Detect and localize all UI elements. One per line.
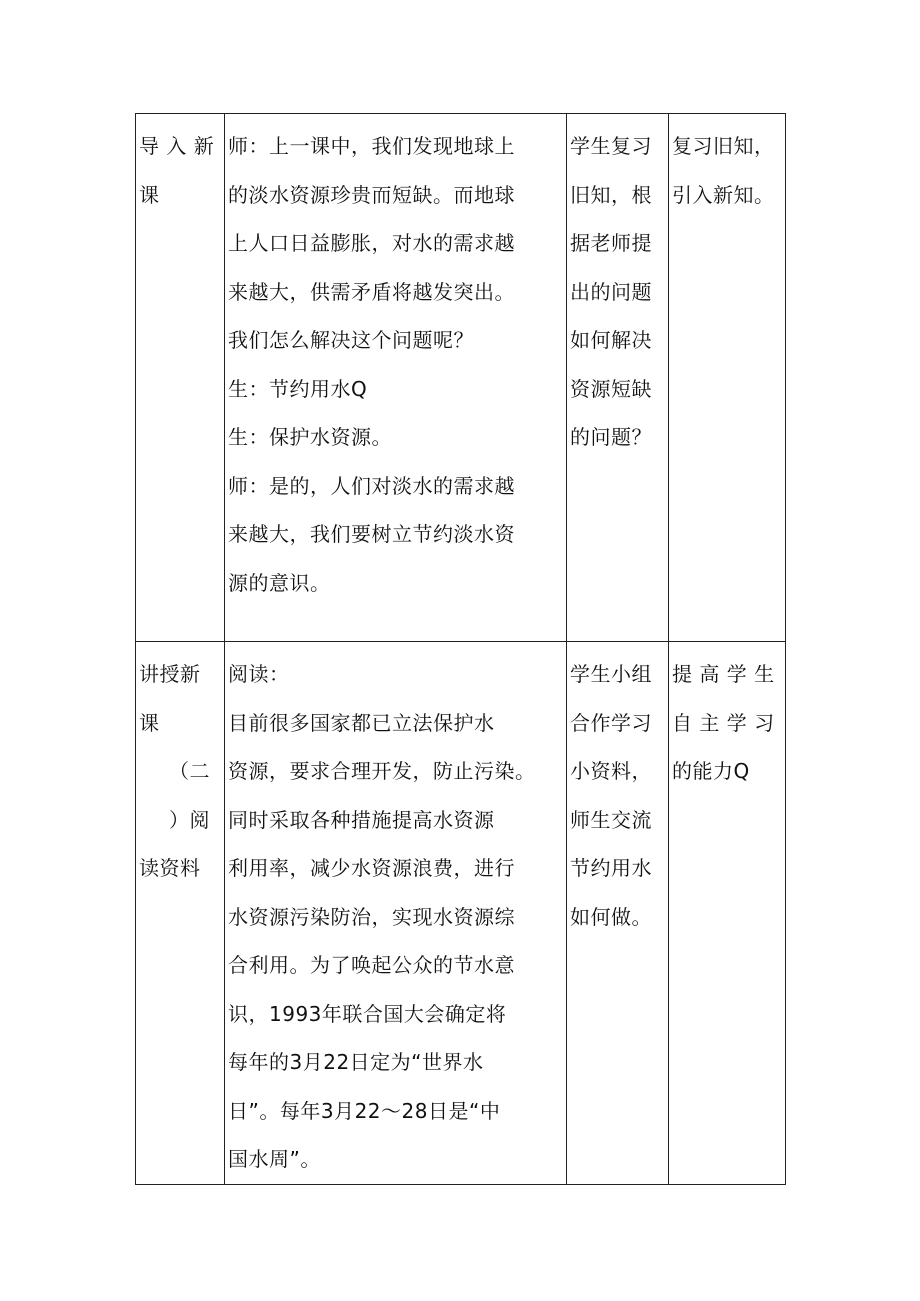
lesson-plan-table bbox=[135, 113, 786, 1185]
teacher-line: 利用率，减少水资源浪费，进行 bbox=[228, 856, 515, 880]
teacher-activity-cell bbox=[225, 114, 567, 642]
student-activity-cell bbox=[567, 642, 669, 1185]
teacher-line: 的淡水资源珍贵而短缺。而地球 bbox=[228, 182, 515, 207]
teacher-line: 阅读： bbox=[228, 662, 290, 686]
intent-line: 复习旧知， bbox=[672, 134, 775, 158]
student-line: 学生复习 bbox=[570, 134, 652, 158]
student-line: 出的问题 bbox=[570, 279, 652, 304]
teacher-line: 上人口日益膨胀，对水的需求越 bbox=[228, 231, 515, 255]
stage-line: （二 bbox=[169, 759, 210, 783]
student-line: 据老师提 bbox=[570, 231, 652, 255]
stage-line: ）阅 bbox=[169, 807, 210, 832]
intent-line: 提 高 学 生 bbox=[672, 662, 775, 686]
teacher-line: 来越大，我们要树立节约淡水资 bbox=[228, 522, 515, 546]
stage-cell bbox=[136, 114, 225, 642]
student-line: 如何解决 bbox=[570, 328, 652, 352]
student-line: 资源短缺 bbox=[570, 376, 652, 401]
student-line: 合作学习 bbox=[570, 710, 652, 735]
teacher-activity-cell bbox=[225, 642, 567, 1185]
stage-line: 读资料 bbox=[139, 856, 201, 880]
table-row-reading bbox=[136, 642, 786, 1185]
student-line: 如何做。 bbox=[570, 904, 652, 929]
design-intent-cell bbox=[669, 114, 786, 642]
teacher-line: 我们怎么解决这个问题呢？ bbox=[228, 328, 474, 352]
teacher-line: 源的意识。 bbox=[228, 570, 331, 595]
teacher-line: 水资源污染防治，实现水资源综 bbox=[228, 904, 515, 929]
teacher-line: 国水周”。 bbox=[228, 1147, 321, 1171]
student-line: 节约用水 bbox=[570, 856, 652, 880]
stage-line: 课 bbox=[139, 182, 160, 207]
teacher-line: 师：是的，人们对淡水的需求越 bbox=[228, 473, 515, 498]
student-line: 学生小组 bbox=[570, 662, 652, 686]
teacher-line: 目前很多国家都已立法保护水 bbox=[228, 710, 495, 735]
teacher-line: 来越大，供需矛盾将越发突出。 bbox=[228, 279, 515, 304]
teacher-line: 每年的3月22日定为“世界水 bbox=[228, 1050, 484, 1074]
teacher-line: 识，1993年联合国大会确定将 bbox=[228, 1001, 507, 1026]
teacher-line: 师：上一课中，我们发现地球上 bbox=[228, 134, 515, 158]
student-line: 旧知，根 bbox=[570, 182, 652, 207]
teacher-line: 日”。每年3月22〜28日是“中 bbox=[228, 1098, 501, 1123]
table-row-intro bbox=[136, 114, 786, 642]
design-intent-cell bbox=[669, 642, 786, 1185]
stage-line: 课 bbox=[139, 710, 160, 735]
teacher-line: 同时采取各种措施提高水资源 bbox=[228, 807, 495, 832]
intent-line: 自 主 学 习 bbox=[672, 710, 775, 735]
student-line: 师生交流 bbox=[570, 807, 652, 832]
intent-line: 引入新知。 bbox=[672, 182, 775, 207]
student-line: 小资料， bbox=[570, 759, 652, 783]
teacher-line: 合利用。为了唤起公众的节水意 bbox=[228, 953, 515, 977]
teacher-line: 生：节约用水Q bbox=[228, 376, 368, 401]
teacher-line: 资源，要求合理开发，防止污染。 bbox=[228, 759, 536, 783]
intent-line: 的能力Q bbox=[672, 759, 750, 783]
stage-cell bbox=[136, 642, 225, 1185]
stage-line: 讲授新 bbox=[139, 662, 201, 686]
stage-line: 导 入 新 bbox=[139, 134, 215, 158]
teacher-line: 生：保护水资源。 bbox=[228, 425, 392, 449]
student-line: 的问题？ bbox=[570, 425, 652, 449]
student-activity-cell bbox=[567, 114, 669, 642]
